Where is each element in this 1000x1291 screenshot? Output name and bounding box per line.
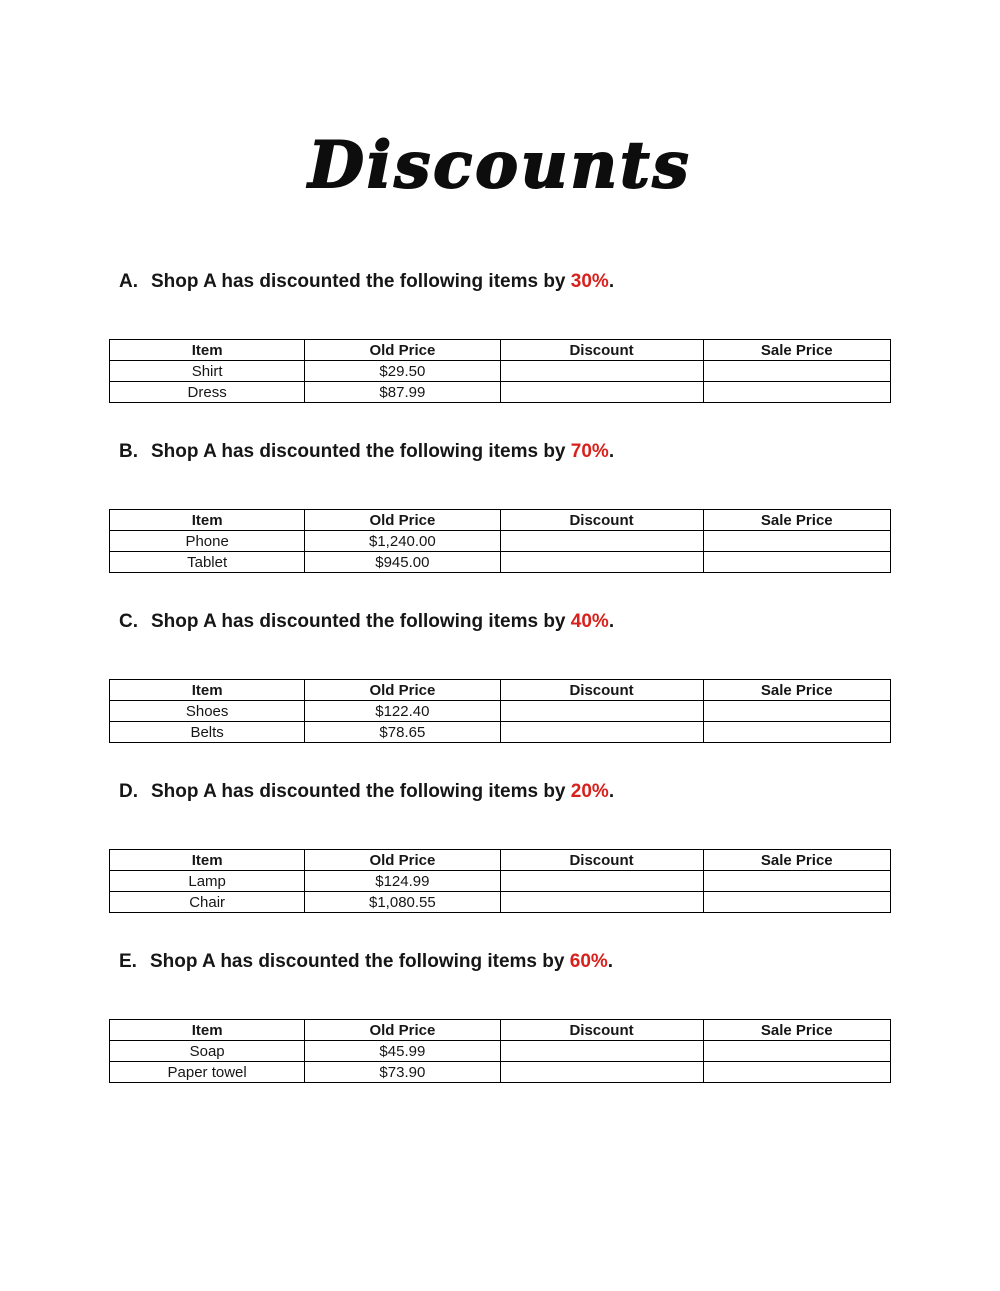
discount-answer-cell[interactable] [500,382,703,403]
sale-price-answer-cell[interactable] [703,382,890,403]
old-price-cell: $124.99 [305,871,500,892]
sale-price-answer-cell[interactable] [703,1062,890,1083]
section-text: Shop A has discounted the following items by [151,441,566,463]
sale-price-answer-cell[interactable] [703,1041,890,1062]
column-header-discount: Discount [500,1020,703,1041]
table-row [110,531,891,552]
column-header-sale-price: Sale Price [703,850,890,871]
discount-percent: 40% [570,611,609,633]
old-price-cell: $29.50 [305,361,500,382]
item-cell: Phone [110,531,305,552]
section-text: Shop A has discounted the following items by [149,951,565,973]
section-d [109,781,891,913]
section-a-heading [109,271,891,293]
column-header-discount: Discount [500,510,703,531]
section-letter: D. [119,781,138,803]
discount-answer-cell[interactable] [500,722,703,743]
discount-answer-cell[interactable] [500,871,703,892]
column-header-sale-price: Sale Price [703,680,890,701]
table-header-row [110,340,891,361]
section-e [109,951,891,1083]
worksheet-content [109,271,891,1083]
page-title: Discounts [308,128,692,203]
column-header-discount: Discount [500,680,703,701]
column-header-sale-price: Sale Price [703,510,890,531]
column-header-discount: Discount [500,340,703,361]
item-cell: Shirt [110,361,305,382]
section-suffix: . [608,271,615,293]
section-d-heading [109,781,891,803]
sale-price-answer-cell[interactable] [703,722,890,743]
discount-answer-cell[interactable] [500,1041,703,1062]
discount-answer-cell[interactable] [500,361,703,382]
old-price-cell: $73.90 [305,1062,500,1083]
section-text: Shop A has discounted the following items by [151,781,566,803]
sale-price-answer-cell[interactable] [703,531,890,552]
section-suffix: . [607,951,614,973]
table-header-row [110,510,891,531]
discount-answer-cell[interactable] [500,892,703,913]
column-header-old-price: Old Price [305,850,500,871]
sale-price-answer-cell[interactable] [703,701,890,722]
section-letter: B. [119,441,138,463]
sale-price-answer-cell[interactable] [703,552,890,573]
table-row [110,382,891,403]
discount-table-d [109,849,891,913]
column-header-sale-price: Sale Price [703,340,890,361]
old-price-cell: $1,080.55 [305,892,500,913]
column-header-item: Item [110,1020,305,1041]
table-row [110,871,891,892]
column-header-old-price: Old Price [305,510,500,531]
table-header-row [110,1020,891,1041]
item-cell: Soap [110,1041,305,1062]
discount-answer-cell[interactable] [500,552,703,573]
column-header-item: Item [110,340,305,361]
discount-answer-cell[interactable] [500,531,703,552]
column-header-old-price: Old Price [305,340,500,361]
discount-table-a [109,339,891,403]
item-cell: Belts [110,722,305,743]
discount-percent: 30% [570,271,609,293]
sale-price-answer-cell[interactable] [703,871,890,892]
item-cell: Chair [110,892,305,913]
item-cell: Tablet [110,552,305,573]
table-row [110,701,891,722]
table-row [110,892,891,913]
discount-percent: 20% [570,781,609,803]
item-cell: Shoes [110,701,305,722]
column-header-item: Item [110,850,305,871]
section-b-heading [109,441,891,463]
column-header-old-price: Old Price [305,680,500,701]
discount-percent: 60% [569,951,608,973]
column-header-discount: Discount [500,850,703,871]
item-cell: Dress [110,382,305,403]
column-header-item: Item [110,680,305,701]
section-suffix: . [608,781,615,803]
table-row [110,361,891,382]
old-price-cell: $1,240.00 [305,531,500,552]
section-c [109,611,891,743]
section-letter: A. [119,271,138,293]
discount-table-b [109,509,891,573]
discount-answer-cell[interactable] [500,701,703,722]
discount-answer-cell[interactable] [500,1062,703,1083]
item-cell: Paper towel [110,1062,305,1083]
old-price-cell: $45.99 [305,1041,500,1062]
section-letter: C. [119,611,138,633]
old-price-cell: $78.65 [305,722,500,743]
section-text: Shop A has discounted the following items by [151,611,566,633]
discount-table-e [109,1019,891,1083]
table-header-row [110,850,891,871]
table-row [110,722,891,743]
discount-table-c [109,679,891,743]
item-cell: Lamp [110,871,305,892]
table-row [110,552,891,573]
discount-percent: 70% [570,441,609,463]
old-price-cell: $945.00 [305,552,500,573]
sale-price-answer-cell[interactable] [703,892,890,913]
old-price-cell: $122.40 [305,701,500,722]
table-row [110,1041,891,1062]
section-c-heading [109,611,891,633]
section-suffix: . [608,441,615,463]
section-letter: E. [119,951,137,973]
column-header-sale-price: Sale Price [703,1020,890,1041]
old-price-cell: $87.99 [305,382,500,403]
column-header-item: Item [110,510,305,531]
column-header-old-price: Old Price [305,1020,500,1041]
sale-price-answer-cell[interactable] [703,361,890,382]
section-text: Shop A has discounted the following items by [151,271,566,293]
table-header-row [110,680,891,701]
section-a [109,271,891,403]
table-row [110,1062,891,1083]
section-b [109,441,891,573]
section-suffix: . [608,611,615,633]
section-e-heading [109,951,891,973]
